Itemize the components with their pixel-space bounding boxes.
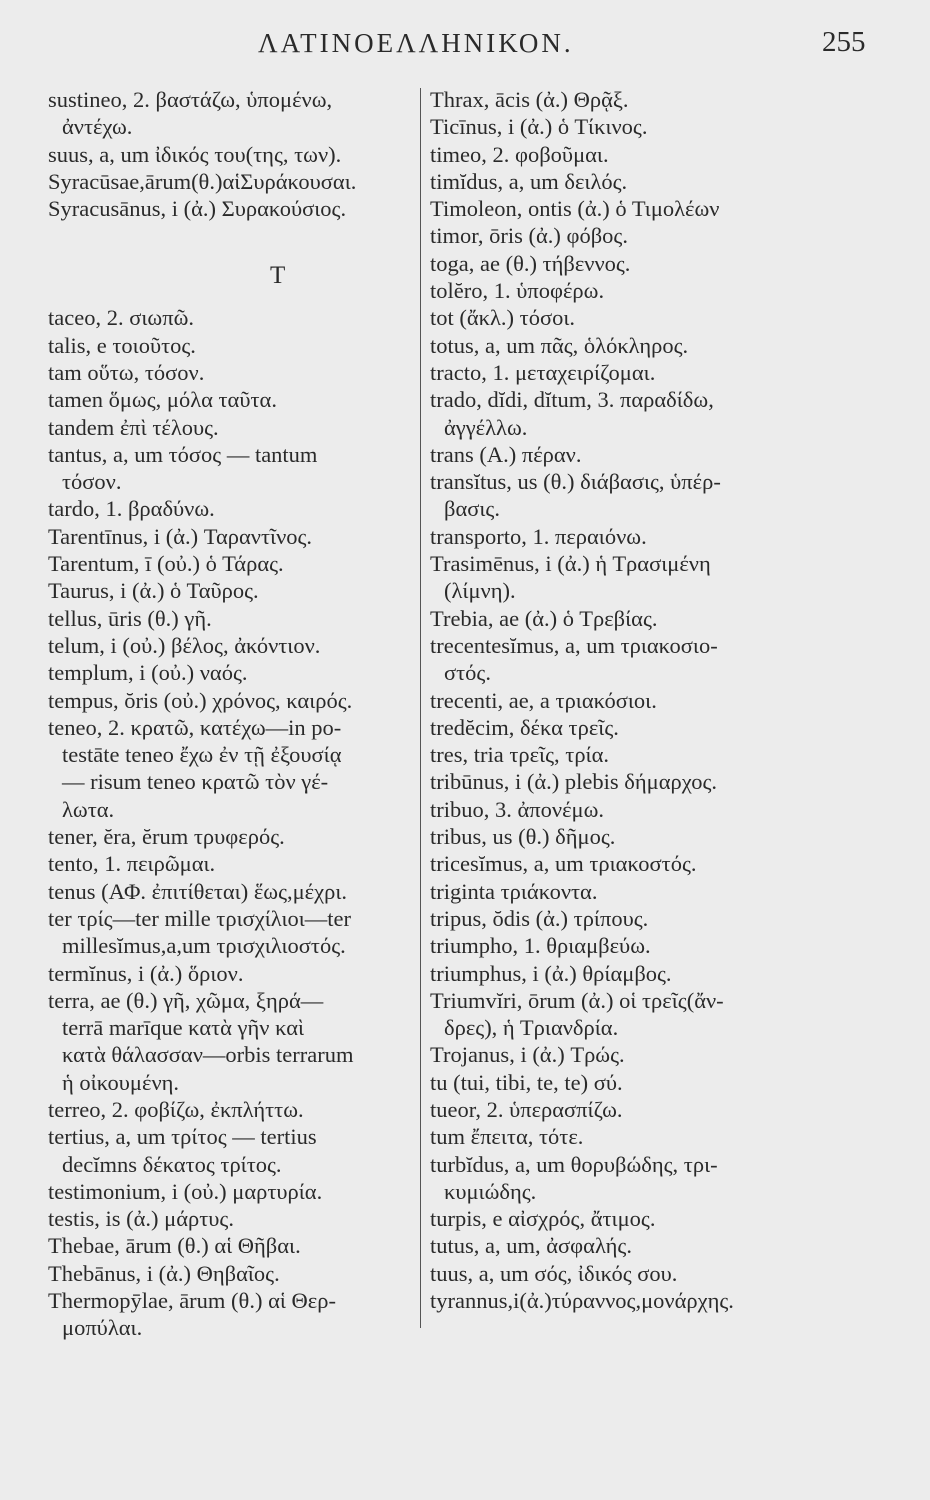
- entry-line: terreo, 2. φοβίζω, ἐκπλήττω.: [48, 1096, 304, 1122]
- entry-line: transĭtus, us (θ.) διάβασις, ὑπέρ-: [430, 469, 721, 495]
- entry-line: Timoleon, ontis (ἀ.) ὁ Τιμολέων: [430, 196, 720, 222]
- entry-line: βασις.: [444, 496, 500, 522]
- entry-line: teneo, 2. κρατῶ, κατέχω—in po-: [48, 714, 342, 740]
- entry-line: tutus, a, um, ἀσφαλής.: [430, 1233, 632, 1259]
- entry-line: timeo, 2. φοβοῦμαι.: [430, 141, 609, 167]
- entry-line: tum ἔπειτα, τότε.: [430, 1124, 584, 1150]
- entry-line: transporto, 1. περαιόνω.: [430, 523, 647, 549]
- entry-line: turpis, e αἰσχρός, ἄτιμος.: [430, 1206, 656, 1232]
- entry-line: Trasimēnus, i (ἀ.) ἡ Τρασιμένη: [430, 551, 711, 577]
- entry-line: trans (A.) πέραν.: [430, 441, 582, 467]
- entry-line: κατὰ θάλασσαν—orbis terrarum: [62, 1042, 354, 1068]
- entry-line: tyrannus,i(ἀ.)τύραννος,μονάρχης.: [430, 1288, 734, 1314]
- entry-line: tolĕro, 1. ὑποφέρω.: [430, 278, 605, 304]
- entry-line: Syracusānus, i (ἀ.) Συρακούσιος.: [48, 196, 347, 222]
- entry-line: Trebia, ae (ἀ.) ὁ Τρεβίας.: [430, 605, 658, 631]
- entry-line: testimonium, i (οὐ.) μαρτυρία.: [48, 1178, 323, 1204]
- entry-line: tripus, ŏdis (ἀ.) τρίπους.: [430, 905, 649, 931]
- entry-line: (λίμνη).: [444, 578, 516, 604]
- entry-line: tribus, us (θ.) δῆμος.: [430, 824, 616, 850]
- entry-line: tantus, a, um τόσος — tantum: [48, 441, 318, 467]
- entry-line: sustineo, 2. βαστάζω, ὑπομένω,: [48, 87, 333, 112]
- entry-line: δρες), ἡ Τριανδρία.: [444, 1015, 619, 1041]
- entry-line: termĭnus, i (ἀ.) ὅριον.: [48, 960, 244, 986]
- entry-line: Tarentum, ī (οὐ.) ὁ Τάρας.: [48, 551, 284, 577]
- entry-line: στός.: [444, 660, 491, 686]
- entry-line: taceo, 2. σιωπῶ.: [48, 305, 194, 331]
- entry-line: trecenti, ae, a τριακόσιοι.: [430, 687, 657, 713]
- entry-line: timor, ōris (ἀ.) φόβος.: [430, 223, 628, 249]
- entry-line: tuus, a, um σός, ἰδικός σου.: [430, 1260, 678, 1286]
- entry-line: tempus, ŏris (οὐ.) χρόνος, καιρός.: [48, 687, 353, 713]
- column-divider: [420, 88, 421, 1328]
- entry-line: tredĕcim, δέκα τρεῖς.: [430, 714, 619, 740]
- entry-line: millesĭmus,a,um τρισχιλιοστός.: [62, 933, 346, 959]
- entry-line: ἡ οἰκουμένη.: [62, 1069, 180, 1095]
- entry-line: tres, tria τρεῖς, τρία.: [430, 742, 610, 768]
- entry-line: testāte teneo ἔχω ἐν τῇ ἐξουσίᾳ: [62, 742, 342, 768]
- entry-line: tener, ĕra, ĕrum τρυφερός.: [48, 824, 285, 850]
- entry-line: Ticīnus, i (ἀ.) ὁ Τίκινος.: [430, 114, 648, 140]
- entry-line: ἀγγέλλω.: [444, 414, 528, 440]
- entry-line: decĭmns δέκατος τρίτος.: [62, 1151, 282, 1177]
- entry-line: tricesĭmus, a, um τριακοστός.: [430, 851, 697, 877]
- entry-line: tertius, a, um τρίτος — tertius: [48, 1124, 317, 1150]
- entry-line: toga, ae (θ.) τήβεννος.: [430, 250, 631, 276]
- entry-line: Thermopȳlae, ārum (θ.) αἱ Θερ-: [48, 1288, 336, 1314]
- entry-line: tot (ἄκλ.) τόσοι.: [430, 305, 575, 331]
- entry-line: tribūnus, i (ἀ.) plebis δήμαρχος.: [430, 769, 717, 795]
- entry-line: Triumvĭri, ōrum (ἀ.) οἱ τρεῖς(ἄν-: [430, 987, 724, 1013]
- entry-line: κυμιώδης.: [444, 1178, 537, 1204]
- entry-line: Thebae, ārum (θ.) αἱ Θῆβαι.: [48, 1233, 301, 1259]
- entry-line: λωτα.: [62, 796, 115, 822]
- entry-line: totus, a, um πᾶς, ὁλόκληρος.: [430, 332, 689, 358]
- entry-line: suus, a, um ἰδικός του(της, των).: [48, 141, 342, 167]
- page-header: [0, 18, 930, 68]
- entry-line: testis, is (ἀ.) μάρτυς.: [48, 1206, 234, 1232]
- entry-line: ter τρίς—ter mille τρισχίλιοι—ter: [48, 905, 352, 931]
- entry-line: Syracūsae,ārum(θ.)αἱΣυράκουσαι.: [48, 168, 357, 194]
- entry-line: triumpho, 1. θριαμβεύω.: [430, 933, 651, 959]
- entry-line: trecentesĭmus, a, um τριακοσιο-: [430, 632, 718, 658]
- entry-line: telum, i (οὐ.) βέλος, ἀκόντιον.: [48, 632, 321, 658]
- entry-line: triginta τριάκοντα.: [430, 878, 598, 904]
- entry-line: Tarentīnus, i (ἀ.) Ταραντῖνος.: [48, 523, 313, 549]
- entry-line: talis, e τοιοῦτος.: [48, 332, 196, 358]
- entry-line: turbĭdus, a, um θορυβώδης, τρι-: [430, 1151, 718, 1177]
- entry-line: tu (tui, tibi, te, te) σύ.: [430, 1069, 623, 1095]
- entry-line: τόσον.: [62, 469, 122, 495]
- entry-line: tandem ἐπὶ τέλους.: [48, 414, 219, 440]
- entry-line: ἀντέχω.: [62, 114, 133, 140]
- right-column: [430, 86, 830, 1314]
- entry-line: Trojanus, i (ἀ.) Τρώς.: [430, 1042, 625, 1068]
- entry-line: tamen ὅμως, μόλα ταῦτα.: [48, 387, 277, 413]
- entry-line: triumphus, i (ἀ.) θρίαμβος.: [430, 960, 672, 986]
- entry-line: Taurus, i (ἀ.) ὁ Ταῦρος.: [48, 578, 259, 604]
- entry-line: — risum teneo κρατῶ τὸν γέ-: [62, 769, 329, 795]
- entry-line: Thebānus, i (ἀ.) Θηβαῖος.: [48, 1260, 280, 1286]
- entry-line: terra, ae (θ.) γῆ, χῶμα, ξηρά—: [48, 987, 324, 1013]
- entry-line: tellus, ūris (θ.) γῆ.: [48, 605, 212, 631]
- section-letter: T: [270, 262, 286, 290]
- entry-line: tam οὕτω, τόσον.: [48, 359, 205, 385]
- entry-line: tento, 1. πειρῶμαι.: [48, 851, 216, 877]
- page-number: 255: [822, 26, 866, 58]
- left-column: [48, 86, 420, 1342]
- entry-line: tracto, 1. μεταχειρίζομαι.: [430, 359, 656, 385]
- running-title: ΛΑΤΙΝΟΕΛΛΗΝΙΚΟΝ.: [258, 28, 574, 58]
- entry-line: Thrax, ācis (ἀ.) Θρᾷξ.: [430, 87, 629, 112]
- entry-line: tardo, 1. βραδύνω.: [48, 496, 215, 522]
- entry-line: tueor, 2. ὑπερασπίζω.: [430, 1096, 623, 1122]
- entry-line: μοπύλαι.: [62, 1315, 143, 1341]
- entry-line: timĭdus, a, um δειλός.: [430, 168, 628, 194]
- entry-line: trado, dĭdi, dĭtum, 3. παραδίδω,: [430, 387, 714, 413]
- entry-line: templum, i (οὐ.) ναός.: [48, 660, 248, 686]
- entry-line: terrā marīque κατὰ γῆν καὶ: [62, 1015, 305, 1041]
- entry-line: tenus (ΑΦ. ἐπιτίθεται) ἕως,μέχρι.: [48, 878, 348, 904]
- entry-line: tribuo, 3. ἀπονέμω.: [430, 796, 605, 822]
